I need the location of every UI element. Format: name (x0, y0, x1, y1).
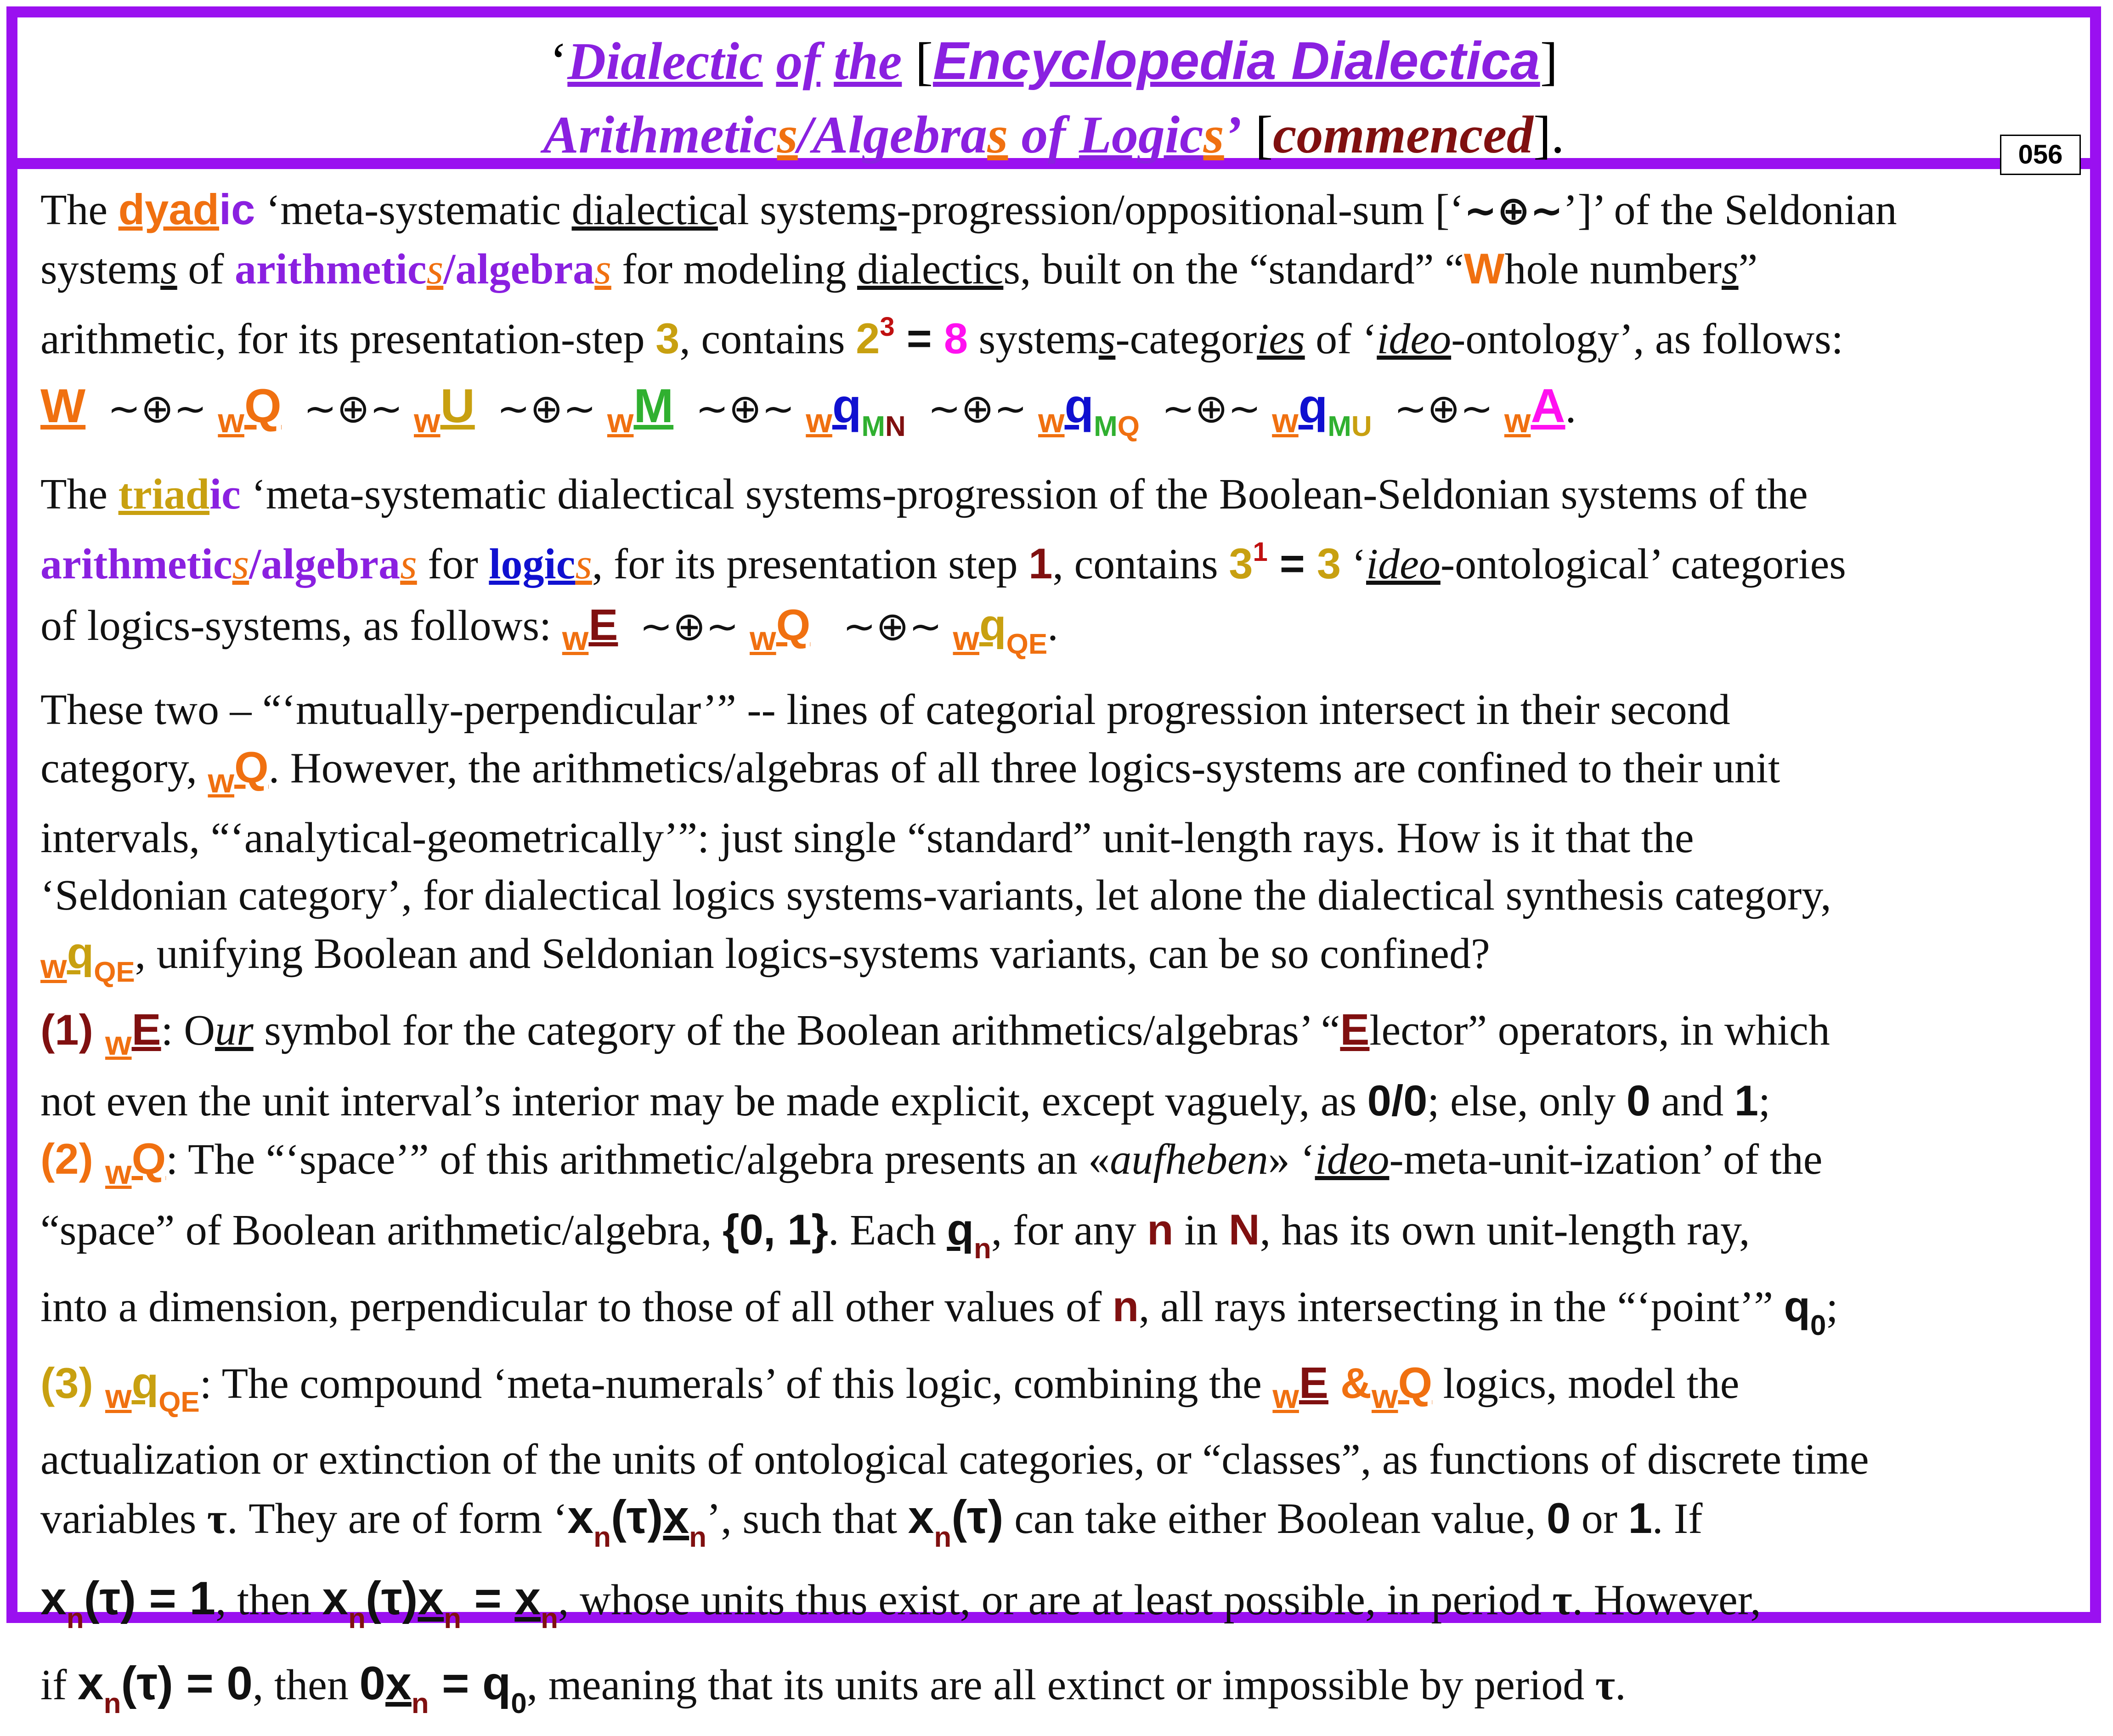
symbol-Q: Q (131, 1134, 166, 1183)
body-text (40, 181, 2072, 1736)
title-logic: Logic (1079, 106, 1203, 164)
text: and (1650, 1077, 1734, 1125)
text: s (1098, 315, 1116, 363)
symbol-q: q (67, 928, 94, 978)
title-algebra: /Algebra (797, 106, 988, 164)
opsum-symbol: ~⊕~ (1161, 386, 1261, 432)
equals: = (1267, 539, 1317, 588)
text: logics, model the (1432, 1360, 1740, 1408)
subscript-n: n (541, 1603, 558, 1634)
paragraph-perpendicular-line2 (40, 739, 2072, 809)
triad-term: triad (118, 470, 210, 518)
text: “space” of Boolean arithmetic/algebra, (40, 1206, 723, 1254)
opsum-symbol: ~⊕~ (695, 386, 795, 432)
subscript-QE: QE (1006, 628, 1048, 660)
text: , then (215, 1576, 322, 1624)
exponent: 3 (880, 312, 895, 342)
w-prefix: w (218, 401, 244, 440)
text: s, built on the “standard” “ (1003, 245, 1464, 293)
text: : The “‘space’” of this arithmetic/algebra presents an « (166, 1136, 1110, 1183)
subscript-n: n (689, 1521, 707, 1553)
item-1-line2 (40, 1072, 2072, 1130)
text: ideo (1366, 540, 1441, 588)
text: s (426, 245, 444, 293)
text: s (160, 245, 177, 293)
equals: = (894, 314, 944, 362)
subscript-0: 0 (511, 1688, 527, 1719)
title-line-1 (17, 17, 2090, 98)
text: , contains (1052, 540, 1229, 588)
w-prefix: w (562, 619, 589, 657)
symbol-E: E (131, 1005, 161, 1054)
opsum-symbol: ~⊕~ (303, 386, 403, 432)
zero: 0 (1546, 1494, 1571, 1542)
symbol-E: E (1299, 1358, 1328, 1408)
text: if (40, 1661, 78, 1709)
item-number: (1) (40, 1006, 105, 1054)
title-bracket-open: [ (1242, 106, 1273, 164)
period: . (1565, 383, 1576, 432)
subscript-n: n (934, 1521, 952, 1553)
item-number: (2) (40, 1135, 105, 1183)
symbol-E: E (1340, 1005, 1370, 1054)
text: or (1571, 1495, 1628, 1543)
symbol-q: q (1298, 379, 1328, 433)
subscript-0: 0 (1810, 1310, 1826, 1341)
symbol-M: M (633, 379, 674, 433)
title-bracket-close: ] (1540, 32, 1558, 91)
result-number: 8 (944, 314, 968, 362)
text: . If (1652, 1495, 1703, 1543)
step-number: 1 (1028, 539, 1053, 588)
symbol-q: q (1064, 379, 1094, 433)
text: , unifying Boolean and Seldonian logics-systems variants, can be so confined? (135, 930, 1490, 978)
item-3-line2: actualization or extinction of the units of ontological categories, or “classes”, as functions of discrete time (40, 1436, 1869, 1483)
opsum-symbol: ~⊕~ (1463, 188, 1564, 234)
symbol-W: W (40, 379, 86, 433)
text: into a dimension, perpendicular to those of all other values of (40, 1283, 1113, 1331)
subscript-n: n (593, 1521, 611, 1553)
w-prefix: w (1504, 401, 1531, 440)
item-3-line4 (40, 1566, 2072, 1651)
w-prefix: w (1272, 1377, 1299, 1415)
variable-n: n (1112, 1282, 1139, 1330)
item-1 (40, 1001, 2072, 1072)
text: -ontology’, as follows: (1451, 315, 1843, 363)
text: ies (1257, 315, 1305, 363)
tau-argument: (τ) (121, 1657, 173, 1709)
zero-over-zero: 0/0 (1367, 1076, 1428, 1125)
text: dialectic (571, 186, 718, 234)
text: al system (718, 186, 880, 234)
paragraph-perpendicular: These two – “‘mutually-perpendicular’” -- lines of categorial progression intersect in their second (40, 686, 1730, 734)
subscript-M: M (1094, 411, 1118, 442)
variable-x: x (322, 1572, 349, 1624)
text: -meta-unit-ization’ of the (1389, 1136, 1823, 1183)
text: , for any (991, 1206, 1147, 1254)
w-prefix: w (105, 1153, 132, 1191)
set-N: N (1228, 1205, 1260, 1254)
subscript-M: M (861, 411, 886, 442)
opsum-symbol: ~⊕~ (639, 604, 739, 650)
text: , has its own unit-length ray, (1260, 1206, 1750, 1254)
item-2 (40, 1130, 2072, 1201)
text: system (40, 245, 161, 293)
subscript-n: n (348, 1603, 366, 1634)
paragraph-triadic-line3 (40, 593, 2072, 677)
page-number: 056 (2000, 135, 2081, 175)
period: . (1047, 602, 1058, 650)
w-prefix: w (414, 401, 441, 440)
title-the: the (834, 32, 902, 91)
text: , contains (679, 315, 856, 363)
w-prefix: w (1371, 1377, 1398, 1415)
w-prefix: w (806, 401, 832, 440)
text: can take either Boolean value, (1003, 1495, 1547, 1543)
opsum-symbol: ~⊕~ (107, 386, 207, 432)
paragraph-perpendicular-line4: ‘Seldonian category’, for dialectical logics systems-variants, let alone the dialectical synthesis category, (40, 871, 1831, 919)
text: ; else, only (1427, 1077, 1627, 1125)
symbol-q: q (1784, 1282, 1810, 1330)
title-plural-s: s (987, 106, 1008, 164)
text: ideo (1315, 1136, 1390, 1183)
variable-x: x (77, 1657, 104, 1709)
w-prefix: w (208, 762, 235, 800)
period: . (1615, 1661, 1626, 1709)
zero: 0 (359, 1657, 386, 1709)
symbol-q: q (482, 1657, 511, 1709)
subscript-QE: QE (94, 956, 135, 988)
paragraph-dyadic (40, 181, 2072, 240)
item-2-line2 (40, 1201, 2072, 1278)
symbol-Q: Q (234, 743, 269, 792)
paragraph-perpendicular-line5 (40, 924, 2072, 1001)
text: of logics-systems, as follows: (40, 602, 562, 650)
w-prefix: w (750, 619, 776, 657)
title-of: of (1008, 106, 1079, 164)
text: lector” operators, in which (1369, 1007, 1830, 1054)
title-bracket-close: ]. (1533, 106, 1565, 164)
base-number: 2 (856, 314, 880, 362)
variable-x: x (385, 1657, 412, 1709)
w-prefix: w (953, 619, 980, 657)
equals: = (461, 1572, 515, 1624)
item-3-line5 (40, 1651, 2072, 1736)
symbol-Q: Q (244, 379, 282, 433)
text: , then (252, 1661, 360, 1709)
symbol-q: q (947, 1205, 974, 1254)
page-frame (6, 6, 2101, 1719)
title-commenced: commenced (1273, 106, 1533, 164)
title-bracket-open: [ (915, 32, 933, 91)
dyad-suffix: ic (219, 185, 255, 233)
text: ’, such that (706, 1495, 908, 1543)
paragraph-triadic-line2 (40, 523, 2072, 593)
symbol-q: q (131, 1358, 159, 1408)
opsum-symbol: ~⊕~ (497, 386, 596, 432)
text: ; (1758, 1077, 1771, 1125)
text: in (1173, 1206, 1229, 1254)
subscript-n: n (973, 1233, 991, 1265)
variable-x: x (514, 1572, 541, 1624)
text: : The compound ‘meta-numerals’ of this logic, combining the (199, 1360, 1273, 1408)
text: ‘meta-systematic (255, 186, 572, 234)
title-line-2 (17, 98, 2090, 172)
title-plural-s: s (777, 106, 798, 164)
symbol-Q: Q (1398, 1358, 1433, 1408)
paragraph-perpendicular-line3: intervals, “‘analytical-geometrically’”: just single “standard” unit-length rays. How is it that the (40, 814, 1694, 862)
text: dialectic (857, 245, 1004, 293)
text: hole number (1504, 245, 1722, 293)
text: . However, (1572, 1576, 1761, 1624)
subscript-N: N (885, 411, 906, 442)
text: , meaning that its units are all extinct or impossible by period (526, 1661, 1595, 1709)
text: -categor (1115, 315, 1257, 363)
text: ur (215, 1007, 254, 1054)
result-number: 3 (1316, 539, 1341, 588)
subscript-U: U (1351, 411, 1372, 442)
equals-one: = 1 (136, 1572, 216, 1624)
w-prefix: w (1038, 401, 1065, 440)
w-prefix: w (1272, 401, 1299, 440)
subscript-n: n (411, 1688, 429, 1719)
title-banner (17, 17, 2090, 169)
arithmetics-term: arithmetic (235, 245, 427, 293)
title-plural-s: s (1203, 106, 1224, 164)
subscript-n: n (66, 1603, 84, 1634)
text: -progression/oppositional-sum [‘ (896, 186, 1464, 234)
variable-x: x (418, 1572, 444, 1624)
text: » ‘ (1268, 1136, 1315, 1183)
title-encyclopedia-link[interactable]: Encyclopedia Dialectica (932, 31, 1540, 90)
symbol-A: A (1531, 379, 1565, 433)
tau: τ (207, 1495, 227, 1543)
text: , whose units thus exist, or are at least possible, in period (558, 1576, 1553, 1624)
text: s (594, 245, 611, 293)
text: symbol for the category of the Boolean arithmetics/algebras’ “ (253, 1007, 1340, 1054)
subscript-n: n (103, 1688, 121, 1719)
text: ideo (1377, 315, 1452, 363)
symbol-Q: Q (776, 600, 811, 650)
text: -ontological’ categories (1440, 540, 1846, 588)
tau-argument: (τ) (951, 1491, 1004, 1543)
text: aufheben (1110, 1136, 1268, 1183)
step-number: 3 (655, 314, 680, 362)
title-of: of (776, 32, 821, 91)
text: , for its presentation step (592, 540, 1029, 588)
text: ‘ (1341, 540, 1366, 588)
symbol-E: E (588, 600, 618, 650)
zero: 0 (1626, 1076, 1651, 1125)
text: s (400, 540, 417, 588)
variable-x: x (40, 1572, 67, 1624)
text: . However, the arithmetics/algebras of all three logics-systems are confined to their unit (268, 744, 1780, 792)
subscript-M: M (1328, 411, 1351, 442)
text: arithmetic, for its presentation-step (40, 315, 656, 363)
text: ‘meta-systematic dialectical systems-progression of the Boolean-Seldonian systems of the (240, 470, 1808, 518)
text: . They are of form ‘ (227, 1495, 568, 1543)
text: ’]’ of the Seldonian (1563, 186, 1897, 234)
equals-zero: = 0 (173, 1657, 253, 1709)
item-3 (40, 1354, 2072, 1431)
text: , all rays intersecting in the “‘point’” (1139, 1283, 1784, 1331)
text: s (880, 186, 897, 234)
opsum-symbol: ~⊕~ (1394, 386, 1493, 432)
paragraph-dyadic-line2 (40, 240, 2072, 298)
text: not even the unit interval’s interior may be made explicit, except vaguely, as (40, 1077, 1367, 1125)
w-prefix: w (105, 1377, 132, 1415)
item-2-line3 (40, 1278, 2072, 1354)
title-quote: ’ (1224, 106, 1242, 164)
dyadic-symbol-sequence (40, 372, 2072, 461)
ampersand: & (1328, 1359, 1372, 1407)
paragraph-dyadic-line3 (40, 298, 2072, 368)
whole-W: W (1463, 244, 1505, 293)
text: for (417, 540, 489, 588)
text: The (40, 186, 119, 234)
w-prefix: w (607, 401, 634, 440)
text: s (575, 540, 592, 588)
paragraph-triadic (40, 466, 2072, 523)
algebras-term: /algebra (249, 540, 401, 588)
tau-argument: (τ) (84, 1572, 136, 1624)
variable-x: x (567, 1491, 594, 1543)
symbol-q: q (979, 600, 1006, 650)
text: system (968, 315, 1099, 363)
text: category, (40, 744, 208, 792)
tau-argument: (τ) (366, 1572, 418, 1624)
symbol-U: U (440, 379, 475, 433)
one: 1 (1628, 1494, 1652, 1542)
logics-term: logic (489, 540, 576, 588)
item-3-line3 (40, 1488, 2072, 1566)
title-dialectic: Dialectic (567, 32, 763, 91)
equals: = (429, 1657, 482, 1709)
text: for modeling (611, 245, 857, 293)
base-number: 3 (1229, 539, 1253, 588)
subscript-QE: QE (158, 1386, 200, 1418)
w-prefix: w (40, 947, 67, 985)
subscript-n: n (444, 1603, 462, 1634)
tau-argument: (τ) (610, 1491, 663, 1543)
text: . Each (828, 1206, 947, 1254)
algebras-term: /algebra (443, 245, 595, 293)
arithmetics-term: arithmetic (40, 540, 232, 588)
opsum-symbol: ~⊕~ (842, 604, 942, 650)
text: The (40, 470, 119, 518)
w-prefix: w (105, 1024, 132, 1062)
tau: τ (1595, 1661, 1616, 1709)
opsum-symbol: ~⊕~ (927, 386, 1027, 432)
variable-n: n (1147, 1205, 1174, 1254)
text: variables (40, 1495, 207, 1543)
tau: τ (1552, 1576, 1572, 1624)
subscript-Q: Q (1117, 411, 1140, 442)
text: of ‘ (1305, 315, 1377, 363)
dyad-term: dyad (118, 185, 220, 233)
title-arithmetic: Arithmetic (543, 106, 777, 164)
variable-x: x (663, 1491, 689, 1543)
symbol-q: q (832, 379, 862, 433)
text: s (1721, 245, 1739, 293)
one: 1 (1734, 1076, 1759, 1125)
boolean-set: {0, 1} (723, 1205, 828, 1254)
text: ” (1738, 245, 1758, 293)
variable-x: x (908, 1491, 934, 1543)
title-quote: ‘ (549, 32, 568, 91)
text: : O (161, 1007, 215, 1054)
text: s (232, 540, 249, 588)
exponent: 1 (1253, 537, 1268, 567)
text: of (177, 245, 235, 293)
item-number: (3) (40, 1359, 105, 1407)
triad-suffix: ic (209, 470, 241, 518)
text: ; (1826, 1283, 1838, 1331)
